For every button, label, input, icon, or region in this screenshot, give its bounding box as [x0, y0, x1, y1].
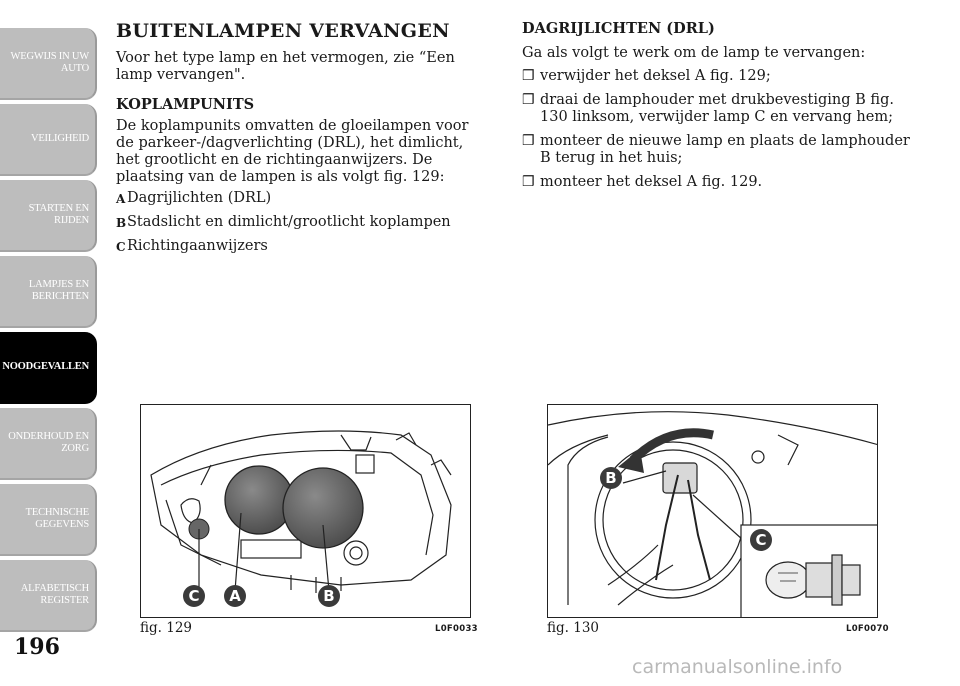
checkbox-bullet-icon: ❒: [522, 92, 535, 108]
label-c-badge: C: [183, 585, 205, 607]
figure-130-code: L0F0070: [846, 624, 889, 634]
tab-register[interactable]: ALFABETISCH REGISTER: [0, 560, 97, 632]
section-text: De koplampunits omvatten de gloeilampen voor de parkeer-/dagverlichting (DRL), het dimlicht, het grootlicht en de richtingaanwijzers. De plaatsing van de lampen is als volgt fig. 129:: [116, 118, 469, 185]
label-b-badge: B: [318, 585, 340, 607]
intro-text: Voor het type lamp en het vermogen, zie “Een lamp vervangen".: [116, 50, 455, 83]
tab-wegwijs[interactable]: WEGWIJS IN UW AUTO: [0, 28, 97, 100]
tab-noodgevallen[interactable]: NOODGEVALLEN: [0, 332, 97, 404]
drl-intro: Ga als volgt te werk om de lamp te vervangen:: [522, 45, 866, 61]
legend-item: C Richtingaanwijzers: [116, 238, 268, 254]
left-column: [116, 20, 486, 262]
main-lens: [283, 468, 363, 548]
page-number: 196: [14, 634, 60, 660]
step-item: ❒ draai de lamphouder met drukbevestiging B fig. 130 linksom, verwijder lamp C en vervang hem;: [522, 92, 894, 125]
step-item: ❒ monteer het deksel A fig. 129.: [522, 174, 763, 190]
drl-title: DAGRIJLICHTEN (DRL): [522, 20, 715, 37]
section-title: KOPLAMPUNITS: [116, 96, 255, 113]
legend-item: A Dagrijlichten (DRL): [116, 190, 272, 206]
page-title: BUITENLAMPEN VERVANGEN: [116, 20, 450, 42]
right-column: [522, 20, 922, 198]
tab-onderhoud[interactable]: ONDERHOUD EN ZORG: [0, 408, 97, 480]
step-item: ❒ monteer de nieuwe lamp en plaats de lamphouder B terug in het huis;: [522, 133, 910, 166]
figure-129-code: L0F0033: [435, 624, 478, 634]
checkbox-bullet-icon: ❒: [522, 133, 535, 149]
figure-130-caption: fig. 130: [547, 620, 599, 636]
checkbox-bullet-icon: ❒: [522, 174, 535, 190]
checkbox-bullet-icon: ❒: [522, 68, 535, 84]
legend-item: B Stadslicht en dimlicht/grootlicht koplampen: [116, 214, 451, 230]
figure-129-caption: fig. 129: [140, 620, 192, 636]
tab-lampjes[interactable]: LAMPJES EN BERICHTEN: [0, 256, 97, 328]
tab-technische[interactable]: TECHNISCHE GEGEVENS: [0, 484, 97, 556]
label-b-badge: B: [600, 467, 622, 489]
bulb-holder-illustration: [548, 405, 878, 618]
tab-starten[interactable]: STARTEN EN RIJDEN: [0, 180, 97, 252]
drl-lens: [225, 466, 293, 534]
step-item: ❒ verwijder het deksel A fig. 129;: [522, 68, 771, 84]
tab-veiligheid[interactable]: VEILIGHEID: [0, 104, 97, 176]
figure-130-bulb-holder: [547, 404, 878, 618]
label-a-badge: A: [224, 585, 246, 607]
figure-129-headlamp: [140, 404, 471, 618]
watermark: carmanualsonline.info: [632, 656, 843, 678]
label-c-badge: C: [750, 529, 772, 551]
